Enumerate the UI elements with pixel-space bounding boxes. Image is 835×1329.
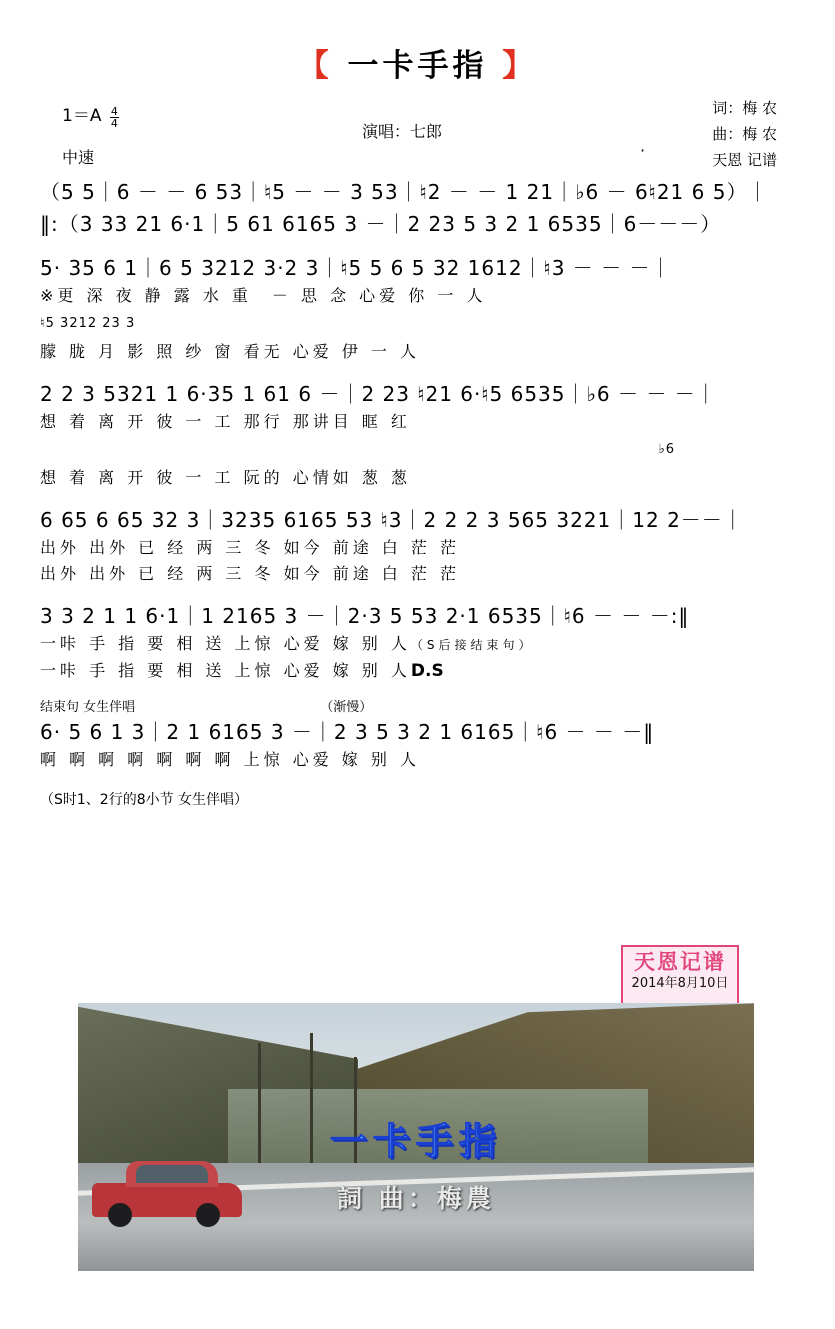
repeat-instruction: （S后接结束句） — [410, 638, 535, 652]
coda-header — [40, 696, 795, 715]
notation-line: 6 65 6 65 32 3｜3235 6165 53 ♮3｜2 2 2 3 565 3221｜12 2－－｜ — [40, 508, 744, 532]
video-subtitle: 詞 曲：梅農 — [337, 1184, 495, 1213]
lyric-line — [40, 631, 795, 658]
time-signature-numerator: 4 — [110, 105, 118, 118]
video-still — [78, 1003, 754, 1271]
lyric-line: 想 着 离 开 彼 一 工 阮的 心情如 葱 葱 — [40, 468, 411, 487]
notation-line: 6· 5 6 1 3｜2 1 6165 3 －｜2 3 5 3 2 1 6165｜♮6 － － －‖ — [40, 720, 655, 744]
lyric-line: 出外 出外 已 经 两 三 冬 如今 前途 白 茫 茫 — [40, 538, 460, 557]
credits — [712, 95, 777, 173]
lyric-text: 一咔 手 指 要 相 送 上惊 心爱 嫁 别 人 — [40, 661, 411, 680]
notation-line: （5 5｜6 － － 6 53｜♮5 － － 3 53｜♮2 － － 1 21｜♭6 － 6♮21 6 5）｜ — [40, 180, 769, 204]
notation-line: ‖:（3 33 21 6·1｜5 61 6165 3 －｜2 23 5 3 2 1 6535｜6－－－） — [40, 212, 722, 236]
lyric-text: 一咔 手 指 要 相 送 上惊 心爱 嫁 别 人 — [40, 634, 411, 653]
system-intro-1 — [40, 177, 795, 207]
coda-label: 结束句 女生伴唱 — [40, 700, 136, 715]
time-signature-denominator: 4 — [110, 117, 118, 130]
rallentando-label: （渐慢） — [320, 700, 373, 715]
title-bracket-open: 【 — [297, 48, 333, 84]
lyric-line — [40, 658, 795, 684]
notation-line-secondary: ♮5 3212 23 3 — [40, 316, 136, 331]
video-title: 一卡手指 — [330, 1120, 502, 1163]
sheet-music-page — [0, 40, 835, 1329]
lyric-line: 啊 啊 啊 啊 啊 啊 啊 上惊 心爱 嫁 别 人 — [40, 750, 420, 769]
lyric-line: 出外 出外 已 经 两 三 冬 如今 前途 白 茫 茫 — [40, 564, 460, 583]
system-intro-2 — [40, 209, 795, 239]
notation-line: 5· 35 6 1｜6 5 3212 3·2 3｜♮5 5 6 5 32 1612｜♮3 － － －｜ — [40, 256, 672, 280]
time-signature — [110, 106, 119, 129]
composer-label: 曲：梅 农 — [712, 125, 777, 143]
notation-line: 3 3 2 1 1 6·1｜1 2165 3 －｜2·3 5 53 2·1 6535｜♮6 － － －:‖ — [40, 604, 690, 628]
title-bracket-close: 】 — [502, 48, 538, 84]
singer-label: 演唱：七郎 — [362, 122, 443, 141]
key-label: 1＝A — [62, 106, 102, 126]
lyric-text: 更 深 夜 静 露 水 重 － 思 念 心爱 你 一 人 — [57, 286, 487, 305]
segno-mark: ※ — [40, 286, 58, 305]
notation-line-secondary: ♭6 — [658, 442, 675, 457]
transcriber-stamp — [621, 945, 739, 1005]
footnote: （S时1、2行的8小节 女生伴唱） — [40, 792, 249, 808]
key-signature — [62, 101, 119, 129]
dot-mark: · — [640, 141, 646, 160]
system-verse-4 — [40, 601, 795, 684]
system-verse-2 — [40, 379, 795, 491]
stamp-date: 2014年8月10日 — [631, 976, 729, 991]
tempo-label: 中速 — [62, 148, 95, 167]
ds-mark: D.S — [410, 661, 444, 681]
notation-line: 2 2 3 5321 1 6·35 1 61 6 －｜2 23 ♮21 6·♮5 6535｜♭6 － － －｜ — [40, 382, 717, 406]
system-verse-3 — [40, 505, 795, 587]
score-body — [40, 177, 795, 809]
system-coda — [40, 717, 795, 773]
lyric-line: 朦 胧 月 影 照 纱 窗 看无 心爱 伊 一 人 — [40, 342, 420, 361]
lyricist-label: 词：梅 农 — [712, 99, 777, 117]
transcriber-label: 天恩 记谱 — [712, 151, 777, 169]
score-header — [40, 95, 795, 173]
title-text: 一卡手指 — [332, 48, 503, 84]
lyric-line: 想 着 离 开 彼 一 工 那行 那讲目 眶 红 — [40, 412, 411, 431]
stamp-name: 天恩记谱 — [634, 950, 726, 974]
page-title — [40, 40, 795, 85]
system-verse-1 — [40, 253, 795, 365]
lyric-line — [40, 283, 795, 309]
